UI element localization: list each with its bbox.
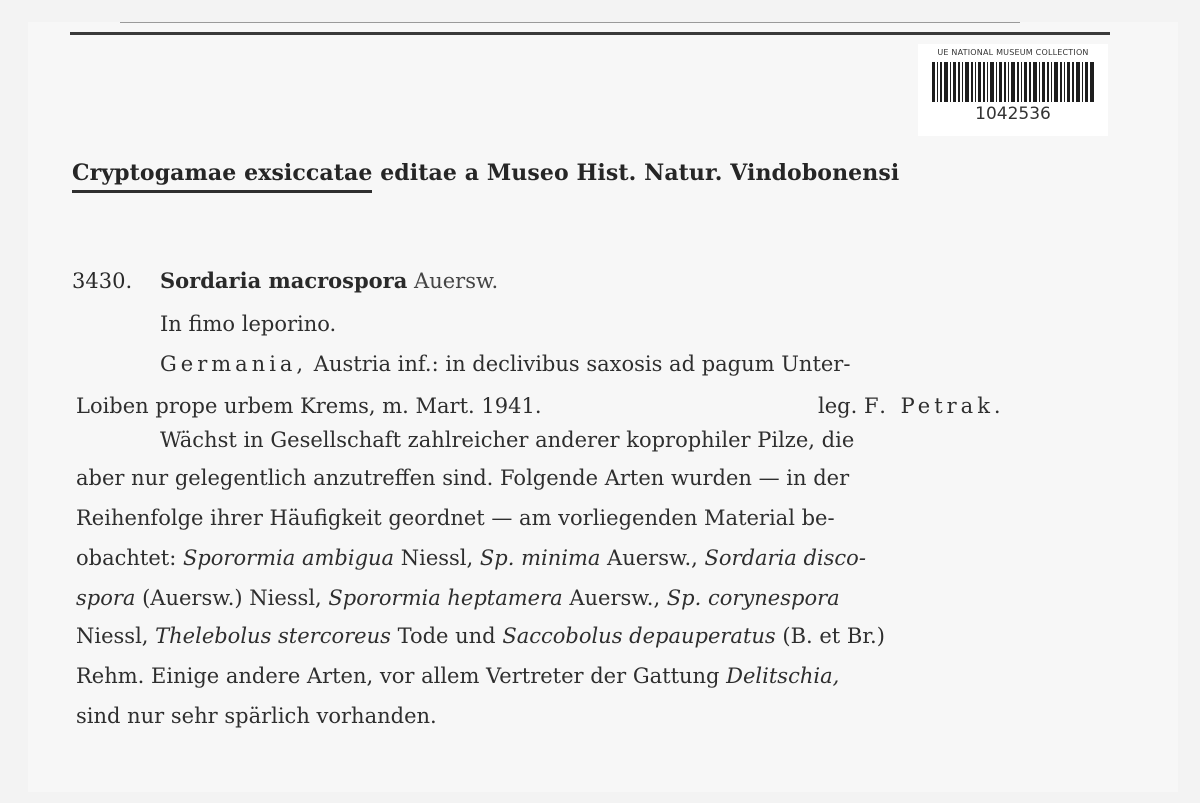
taxon-name: Sp. corynespora [666,586,840,610]
series-title-rest: editae a Museo Hist. Natur. Vindobonensi [372,160,900,186]
top-thin-rule [120,22,1020,23]
collector [818,394,1005,418]
note-line-6 [76,624,885,648]
taxon-name: Delitschia, [726,664,840,688]
taxon-name: Saccobolus depauperatus [502,624,776,648]
barcode-number: 1042536 [975,104,1051,124]
locality-country: Germania, [160,352,308,376]
taxon-name: Sporormia ambigua [182,546,395,570]
species-name: Sordaria macrospora [160,268,408,293]
note-line-5 [76,586,840,610]
note-text: Tode und [390,624,503,648]
barcode-icon [932,62,1094,102]
taxon-name: Sordaria disco- [704,546,866,570]
note-line-1: Wächst in Gesellschaft zahlreicher anderer koprophiler Pilze, die [160,428,855,452]
note-text: Auersw., [600,546,705,570]
note-text: (B. et Br.) [775,624,885,648]
barcode-institution: UE NATIONAL MUSEUM COLLECTION [937,48,1089,57]
entry-number: 3430. [72,269,133,293]
note-line-2: aber nur gelegentlich anzutreffen sind. Folgende Arten wurden — in der [76,466,850,490]
taxon-name: Sp. minima [479,546,601,570]
taxon-name: spora [76,586,136,610]
locality-line-1 [160,352,850,376]
collector-name: F. Petrak. [863,394,1005,418]
note-line-7 [76,664,839,688]
note-text: Auersw., [562,586,667,610]
substrate-line: In fimo leporino. [160,312,337,336]
note-text: Niessl, [76,624,156,648]
note-line-3: Reihenfolge ihrer Häufigkeit geordnet — am vorliegenden Material be- [76,506,835,530]
note-line-4 [76,546,866,570]
series-title [72,160,899,186]
note-text: obachtet: [76,546,183,570]
note-line-8: sind nur sehr spärlich vorhanden. [76,704,437,728]
note-text: Rehm. Einige andere Arten, vor allem Vertreter der Gattung [76,664,727,688]
series-title-underlined: Cryptogamae exsiccatae [72,160,372,193]
entry-heading [72,268,498,293]
taxon-name: Sporormia heptamera [328,586,563,610]
note-text: (Auersw.) Niessl, [135,586,329,610]
taxon-name: Thelebolus stercoreus [155,624,391,648]
locality-line-2: Loiben prope urbem Krems, m. Mart. 1941. [76,394,542,418]
barcode-label [918,44,1108,136]
top-rule [70,32,1110,35]
collector-prefix: leg. [818,394,864,418]
locality-rest: Austria inf.: in declivibus saxosis ad pagum Unter- [307,352,851,376]
species-author: Auersw. [407,269,499,293]
note-text: Niessl, [394,546,480,570]
